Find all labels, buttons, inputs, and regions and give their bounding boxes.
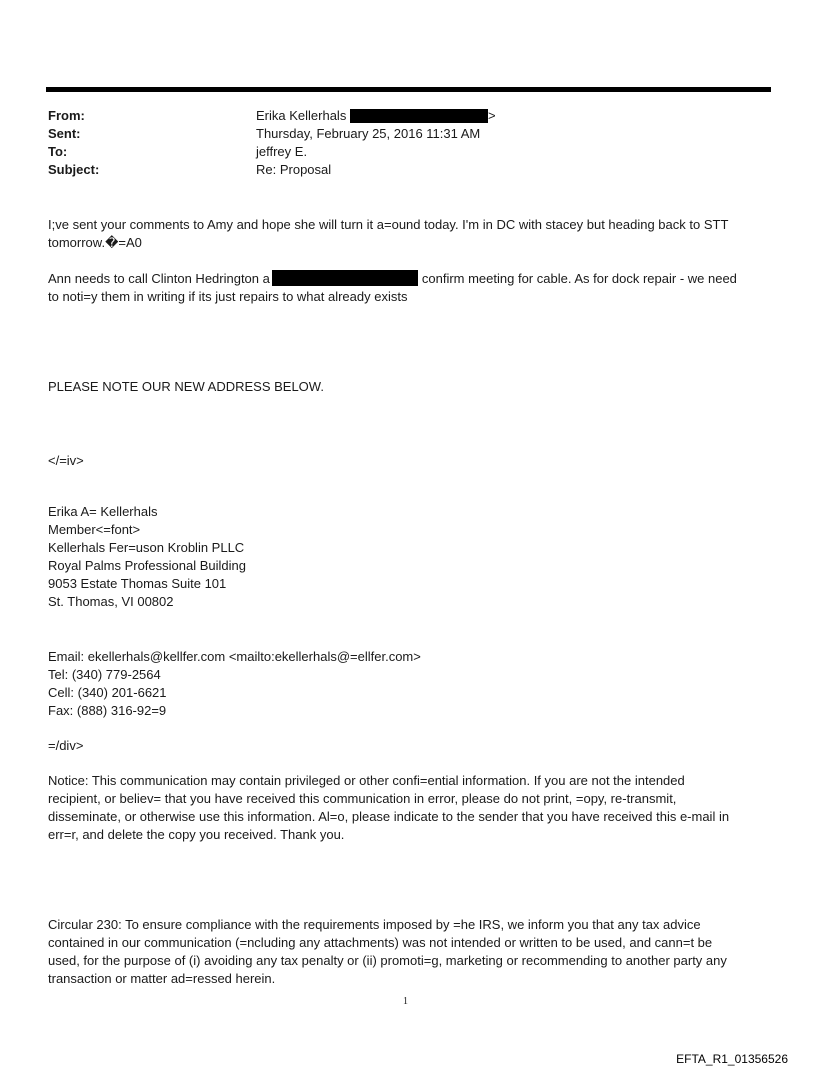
from-name: Erika Kellerhals [256,108,347,123]
sent-label: Sent: [48,126,81,141]
body-paragraph-2 [48,270,778,306]
contact-email: Email: ekellerhals@kellfer.com <mailto:ekellerhals@=ellfer.com> [48,649,421,664]
confidentiality-notice [48,772,778,844]
circular-230-disclaimer [48,916,778,988]
div-close-artifact: </=iv> [48,453,84,468]
body-line: I;ve sent your comments to Amy and hope she will turn it a=ound today. I'm in DC with stacey but heading back to STT [48,217,729,232]
signature-firm: Kellerhals Fer=uson Kroblin PLLC [48,540,245,555]
signature-city: St. Thomas, VI 00802 [48,594,174,609]
signature-name: Erika A= Kellerhals [48,504,158,519]
subject-label: Subject: [48,162,100,177]
body-text: Ann needs to call Clinton Hedrington a [48,271,270,286]
contact-tel: Tel: (340) 779-2564 [48,667,161,682]
notice-line: recipient, or believ= that you have received this communication in error, please do not print, =opy, re-transmit, [48,791,677,806]
circular-line: Circular 230: To ensure compliance with the requirements imposed by =he IRS, we inform you that any tax advice [48,917,701,932]
notice-line: err=r, and delete the copy you received. Thank you. [48,827,345,842]
from-tail: > [487,108,496,123]
circular-line: transaction or matter ad=ressed herein. [48,971,276,986]
redaction-email [350,109,488,123]
signature-street: 9053 Estate Thomas Suite 101 [48,576,227,591]
header-rule [46,87,771,92]
notice-line: Notice: This communication may contain privileged or other confi=ential information. If you are not the intended [48,773,685,788]
circular-line: used, for the purpose of (i) avoiding any tax penalty or (ii) promoti=g, marketing or recommending to another party any [48,953,727,968]
div-end-artifact: =/div> [48,738,84,753]
sent-value: Thursday, February 25, 2016 11:31 AM [256,126,481,141]
to-value: jeffrey E. [256,144,308,159]
circular-line: contained in our communication (=ncluding any attachments) was not intended or written to be used, and cann=t be [48,935,713,950]
notice-line: disseminate, or otherwise use this information. Al=o, please indicate to the sender that you have received this e-mail in [48,809,730,824]
body-line-with-redaction [48,270,778,288]
signature-block [48,503,778,611]
page-number: 1 [403,996,408,1007]
contact-block [48,648,778,720]
body-paragraph-1 [48,216,778,252]
signature-title: Member<=font> [48,522,141,537]
body-line: tomorrow.�=A0 [48,235,142,250]
body-text: confirm meeting for cable. As for dock repair - we need [421,271,737,286]
contact-cell: Cell: (340) 201-6621 [48,685,167,700]
address-note: PLEASE NOTE OUR NEW ADDRESS BELOW. [48,379,324,394]
to-label: To: [48,144,68,159]
contact-fax: Fax: (888) 316-92=9 [48,703,167,718]
redaction-phone [272,270,418,286]
subject-value: Re: Proposal [256,162,332,177]
body-line: to noti=y them in writing if its just repairs to what already exists [48,289,408,304]
signature-building: Royal Palms Professional Building [48,558,246,573]
from-label: From: [48,108,85,123]
bates-number: EFTA_R1_01356526 [676,1052,788,1066]
from-value [256,107,496,125]
